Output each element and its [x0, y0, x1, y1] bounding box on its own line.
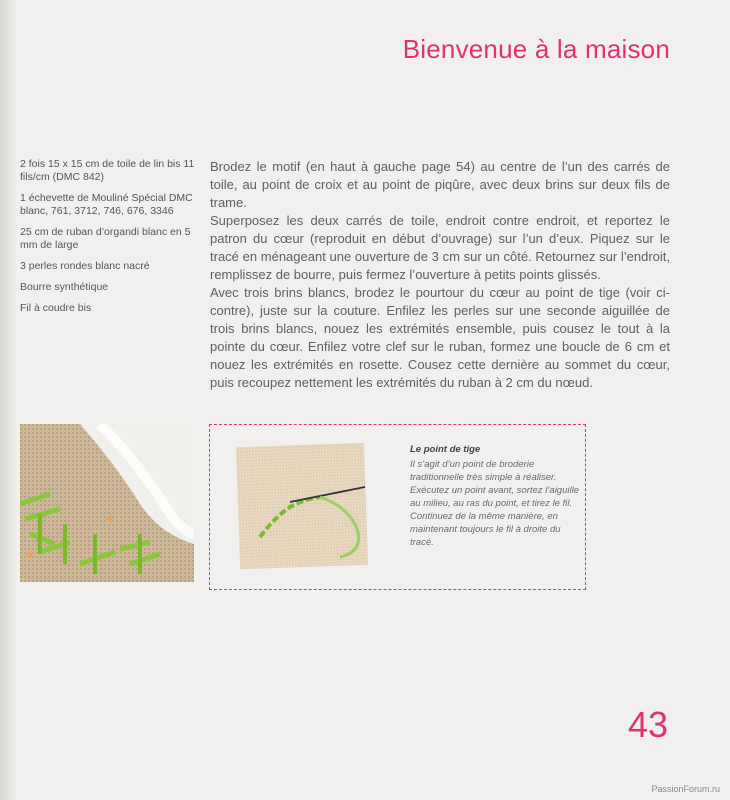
instructions-paragraph: Brodez le motif (en haut à gauche page 54) au centre de l’un des carrés de toile, au point de croix et au point de piqûre, avec deux brins sur deux fils de trame. — [210, 159, 670, 210]
tip-title: Le point de tige — [410, 444, 481, 455]
stem-stitch-tip-box — [209, 424, 586, 590]
material-item: 3 perles rondes blanc nacré — [20, 260, 150, 272]
instructions-paragraph: Avec trois brins blancs, brodez le pourtour du cœur au point de tige (voir ci-contre), juste sur la couture. Enfilez les perles sur une seconde aiguillée de trois brins blancs, nouez les extrémités ensemble, puis cousez le tout à la pointe du cœur. Enfilez votre clef sur le ruban, formez une boucle de 6 cm et nouez les extrémités en rosette. Cousez cette dernière au sommet du cœur, puis recoupez nettement les extrémités du ruban à 2 cm du nœud. — [210, 285, 670, 390]
material-item: 1 échevette de Mouliné Spécial DMC blanc, 761, 3712, 746, 676, 3346 — [20, 192, 193, 217]
page-gutter-shadow — [0, 0, 18, 800]
embroidery-photo — [20, 424, 194, 582]
page-title: Bienvenue à la maison — [402, 34, 670, 64]
material-item: 25 cm de ruban d’organdi blanc en 5 mm de large — [20, 226, 191, 251]
instructions-text — [210, 158, 670, 392]
stem-stitch-illustration — [230, 437, 380, 577]
material-item: 2 fois 15 x 15 cm de toile de lin bis 11 fils/cm (DMC 842) — [20, 158, 195, 183]
material-item: Fil à coudre bis — [20, 302, 92, 314]
materials-list — [20, 158, 205, 323]
watermark: PassionForum.ru — [651, 784, 720, 794]
tip-body: Il s’agit d’un point de broderie traditionnelle très simple à réaliser. Exécutez un point avant, sortez l’aiguille au milieu, au ras du point, et tirez le fil. Continuez de la même manière, en maintenant toujours le fil à droite du tracé. — [410, 459, 579, 548]
material-item: Bourre synthétique — [20, 281, 109, 293]
page-number: 43 — [627, 704, 668, 745]
stem-stitch-tip — [410, 443, 580, 549]
instructions-paragraph: Superposez les deux carrés de toile, endroit contre endroit, et reportez le patron du cœur (reproduit en début d’ouvrage) sur l’un d’eux. Piquez sur le tracé en ménageant une ouverture de 3 cm sur un côté. Retournez sur l’endroit, remplissez de bourre, puis fermez l’ouverture à petits points glissés. — [210, 213, 670, 282]
